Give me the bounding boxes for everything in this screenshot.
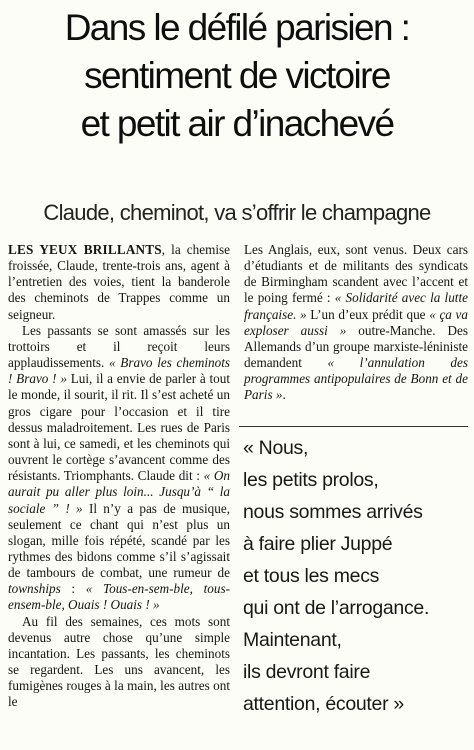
article-text: : xyxy=(60,581,86,597)
article-quote: « On aurait pu aller plus loin... Jusqu’à “ la sociale ” ! » xyxy=(8,468,230,516)
article-paragraph xyxy=(8,323,230,614)
article-paragraph xyxy=(244,242,468,404)
pull-quote-line: et tous les mecs xyxy=(243,565,380,587)
pull-quote-line: attention, écouter » xyxy=(243,693,404,715)
article-column-right xyxy=(244,242,468,404)
pull-quote-line: qui ont de l’arrogance. xyxy=(243,597,430,619)
lead-in: LES YEUX BRILLANTS xyxy=(8,242,162,257)
article-paragraph xyxy=(8,614,230,711)
article-text: Au fil des semaines, ces mots sont devenus autre chose qu’une simple incantation. Les passants, les cheminots se regardent. Les uns avancent, les fumigènes rouges à la main, les autres ont le xyxy=(8,613,230,710)
pull-quote-line: à faire plier Juppé xyxy=(243,533,393,555)
article-quote: « ça va exploser aussi » xyxy=(244,306,468,338)
article-paragraph xyxy=(8,242,230,323)
pull-quote-line: Maintenant, xyxy=(243,629,342,651)
article-text: outre-Manche. Des Allemands d’un groupe marxiste-léniniste demandent xyxy=(244,322,468,371)
article-text: Lui, il a envie de parler à tout le monde, il sourit, il rit. Il s’est acheté un gros cigare pour l’occasion et il tire dessus maladroitement. Les rues de Paris sont à lui, ce samedi, et les cheminots qui ouvrent le cortège s’avancent comme des résistants. Triomphants. Claude dit : xyxy=(8,371,230,484)
headline-line: et petit air d’inachevé xyxy=(80,103,394,144)
article-text: Les Anglais, eux, sont venus. Deux cars d’étudiants et de militants des syndicats de Birmingham scandent avec l’accent et le poing fermé : xyxy=(244,242,468,306)
pull-quote-rule xyxy=(239,426,468,427)
pull-quote-line: nous sommes arrivés xyxy=(243,501,423,523)
article-text: , la chemise froissée, Claude, trente-trois ans, agent à l’entretien des voies, tient la banderole des cheminots de Trappes comme un seigneur. xyxy=(8,242,230,322)
pull-quote-line: les petits prolos, xyxy=(243,469,379,491)
article-quote: « Bravo les cheminots ! Bravo ! » xyxy=(8,355,230,387)
article-quote: « l’annulation des programmes antipopulaires de Bonn et de Paris » xyxy=(244,355,468,403)
pull-quote-line: « Nous, xyxy=(243,437,309,459)
headline xyxy=(0,4,474,148)
article-quote: « Tous-en-sem-ble, tous-ensem-ble, Ouais ! Ouais ! » xyxy=(8,581,230,613)
article-term: townships xyxy=(8,581,61,597)
pull-quote xyxy=(243,432,470,720)
subheadline: Claude, cheminot, va s’offrir le champagne xyxy=(43,200,431,225)
article-quote: « Solidarité avec la lutte française. » xyxy=(244,290,468,322)
article-text: . xyxy=(282,387,286,403)
article-column-left xyxy=(8,242,230,711)
pull-quote-line: ils devront faire xyxy=(243,661,371,683)
headline-line: Dans le défilé parisien : xyxy=(64,7,410,48)
article-text: Les passants se sont amassés sur les trottoirs et il reçoit leurs applaudissements. xyxy=(8,322,230,371)
article-text: Il n’y a pas de musique, seulement ce chant qui n’est plus un slogan, mille fois répété, scandé par les rythmes des bidons comme s’il s’agissait de tambours de combat, une rumeur de xyxy=(8,500,230,581)
article-text: L’un d’eux prédit que xyxy=(306,306,430,322)
headline-line: sentiment de victoire xyxy=(84,55,390,96)
